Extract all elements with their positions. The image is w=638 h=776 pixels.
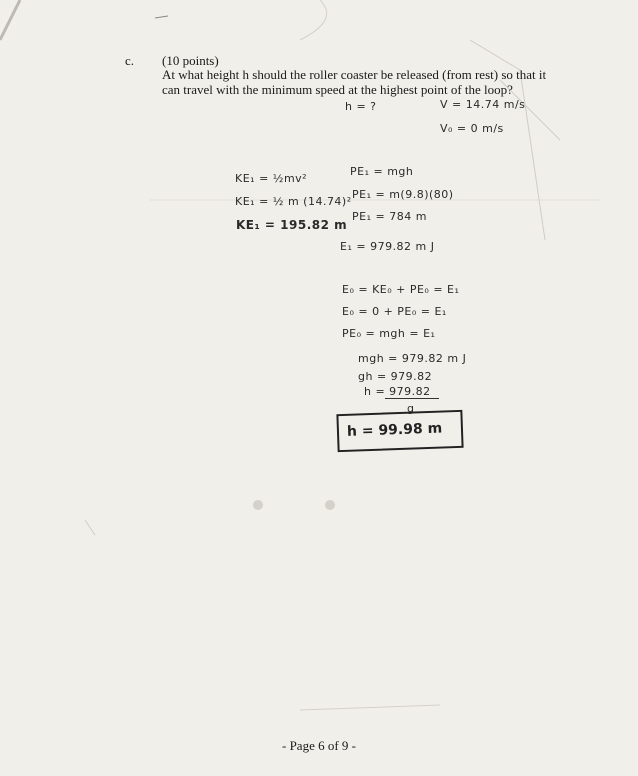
question-letter: c. xyxy=(125,53,135,68)
hw-eq2: E₀ = 0 + PE₀ = E₁ xyxy=(342,305,447,318)
hw-eq4: mgh = 979.82 m J xyxy=(358,352,467,365)
hw-eq1: E₀ = KE₀ + PE₀ = E₁ xyxy=(342,283,460,296)
final-answer-box xyxy=(336,410,463,452)
hw-ke1-formula: KE₁ = ½mv² xyxy=(235,172,308,185)
hw-pe1-sub: PE₁ = m(9.8)(80) xyxy=(352,188,454,201)
hw-eq6-den: g xyxy=(407,402,415,415)
hw-pe1-formula: PE₁ = mgh xyxy=(350,165,414,178)
hw-eq6-num: h = 979.82 xyxy=(364,385,431,398)
question-text: At what height h should the roller coaster be released (from rest) so that it can travel with the minimum speed at the highest point of the loop? xyxy=(162,67,547,97)
hw-given-v: V = 14.74 m/s xyxy=(440,98,526,111)
hw-ke1-result: KE₁ = 195.82 m xyxy=(236,218,348,232)
hw-ke1-sub: KE₁ = ½ m (14.74)² xyxy=(235,195,352,208)
hw-pe1-result: PE₁ = 784 m xyxy=(352,210,427,223)
question-points: (10 points) xyxy=(162,53,219,68)
hw-e1-total: E₁ = 979.82 m J xyxy=(340,240,435,253)
fraction-bar xyxy=(385,398,439,399)
page-footer: - Page 6 of 9 - xyxy=(281,738,356,753)
hw-given-h: h = ? xyxy=(345,100,377,113)
final-answer: h = 99.98 m xyxy=(346,420,443,440)
hw-eq5: gh = 979.82 xyxy=(358,370,433,383)
hw-eq3: PE₀ = mgh = E₁ xyxy=(342,327,436,340)
hw-given-v0: V₀ = 0 m/s xyxy=(440,122,504,135)
